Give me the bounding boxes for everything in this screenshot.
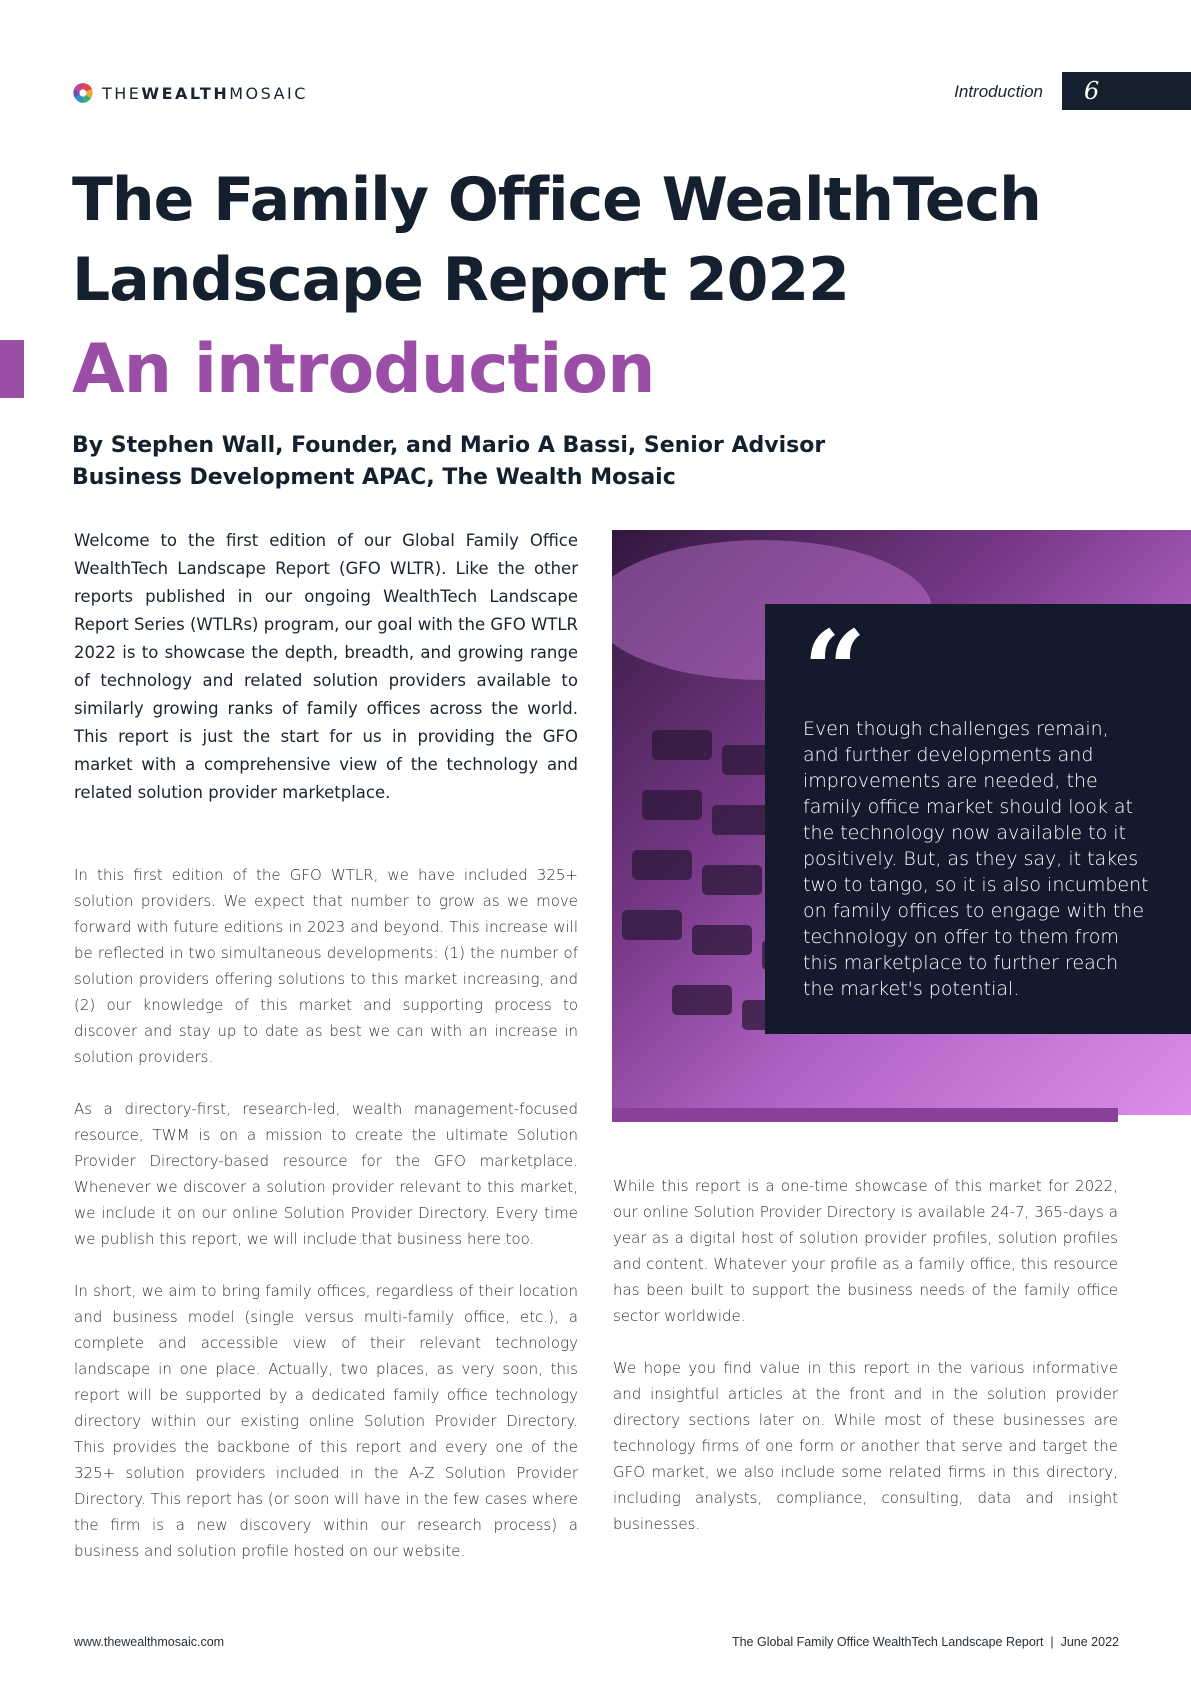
page-number: 6 bbox=[1062, 72, 1191, 110]
body-paragraph: In this first edition of the GFO WTLR, we have included 325+ solution providers. We expect that number to grow as we move forward with future editions in 2023 and beyond. This increase will be reflected in two simultaneous developments: (1) the number of solution providers offering solutions to this market increasing, and (2) our knowledge of this market and supporting process to discover and stay up to date as best we can with an increase in solution providers. bbox=[74, 866, 578, 1066]
left-column bbox=[74, 862, 578, 1590]
lead-paragraph: Welcome to the first edition of our Global Family Office WealthTech Landscape Report (GFO WLTR). Like the other reports published in our ongoing WealthTech Landscape Report Series (WTLRs) program, our goal with the GFO WTLR 2022 is to showcase the depth, breadth, and growing range of technology and related solution providers available to similarly growing ranks of family offices across the world. This report is just the start for us in providing the GFO market with a comprehensive view of the technology and related solution provider marketplace. bbox=[74, 531, 578, 802]
body-paragraph: We hope you find value in this report in the various informative and insightful articles at the front and in the solution provider directory sections later on. While most of these businesses are technology firms of one form or another that serve and target the GFO market, we also include some related firms in this directory, including analysts, compliance, consulting, data and insight businesses. bbox=[613, 1359, 1118, 1533]
photo-accent-bar bbox=[612, 1108, 1118, 1122]
pull-quote-text: Even though challenges remain, and further developments and improvements are needed, the family office market should look at the technology now available to it positively. But, as they say, it takes two to tango, so it is also incumbent on family offices to engage with the technology on offer to them from this marketplace to further reach the market's potential. bbox=[803, 718, 1149, 1000]
footer-report-info: The Global Family Office WealthTech Landscape Report | June 2022 bbox=[731, 1635, 1119, 1649]
right-column bbox=[613, 1173, 1118, 1563]
brand-logo bbox=[72, 82, 308, 104]
page-subtitle: An introduction bbox=[72, 330, 655, 409]
quote-mark-icon: “ bbox=[803, 606, 867, 735]
logo-wordmark: THEWEALTHMOSAIC bbox=[102, 83, 308, 103]
page-title: The Family Office WealthTech Landscape Report 2022 bbox=[72, 165, 1041, 315]
body-paragraph: While this report is a one-time showcase of this market for 2022, our online Solution Provider Directory is available 24-7, 365-days a year as a digital host of solution provider profiles, solution profiles and content. Whatever your profile as a family office, this resource has been built to support the business needs of the family office sector worldwide. bbox=[613, 1177, 1118, 1325]
footer-website: www.thewealthmosaic.com bbox=[74, 1635, 225, 1649]
pull-quote bbox=[765, 604, 1191, 1034]
section-label: Introduction bbox=[954, 82, 1043, 101]
byline-line-2: Business Development APAC, The Wealth Mosaic bbox=[72, 465, 676, 490]
subtitle-accent-bar bbox=[0, 340, 24, 398]
body-paragraph: In short, we aim to bring family offices, regardless of their location and business model (single versus multi-family office, etc.), a complete and accessible view of their relevant technology landscape in one place. Actually, two places, as very soon, this report will be supported by a dedicated family office technology directory within our existing online Solution Provider Directory. This provides the backbone of this report and every one of the 325+ solution providers included in the A-Z Solution Provider Directory. This report has (or soon will have in the few cases where the firm is a new discovery within our research process) a business and solution profile hosted on our website. bbox=[74, 1282, 578, 1560]
byline-line-1: By Stephen Wall, Founder, and Mario A Bassi, Senior Advisor bbox=[72, 433, 826, 458]
body-paragraph: As a directory-first, research-led, wealth management-focused resource, TWM is on a mission to create the ultimate Solution Provider Directory-based resource for the GFO marketplace. Whenever we discover a solution provider relevant to this market, we include it on our online Solution Provider Directory. Every time we publish this report, we will include that business here too. bbox=[74, 1100, 578, 1248]
byline bbox=[72, 430, 972, 494]
mosaic-logo-icon bbox=[72, 82, 94, 104]
